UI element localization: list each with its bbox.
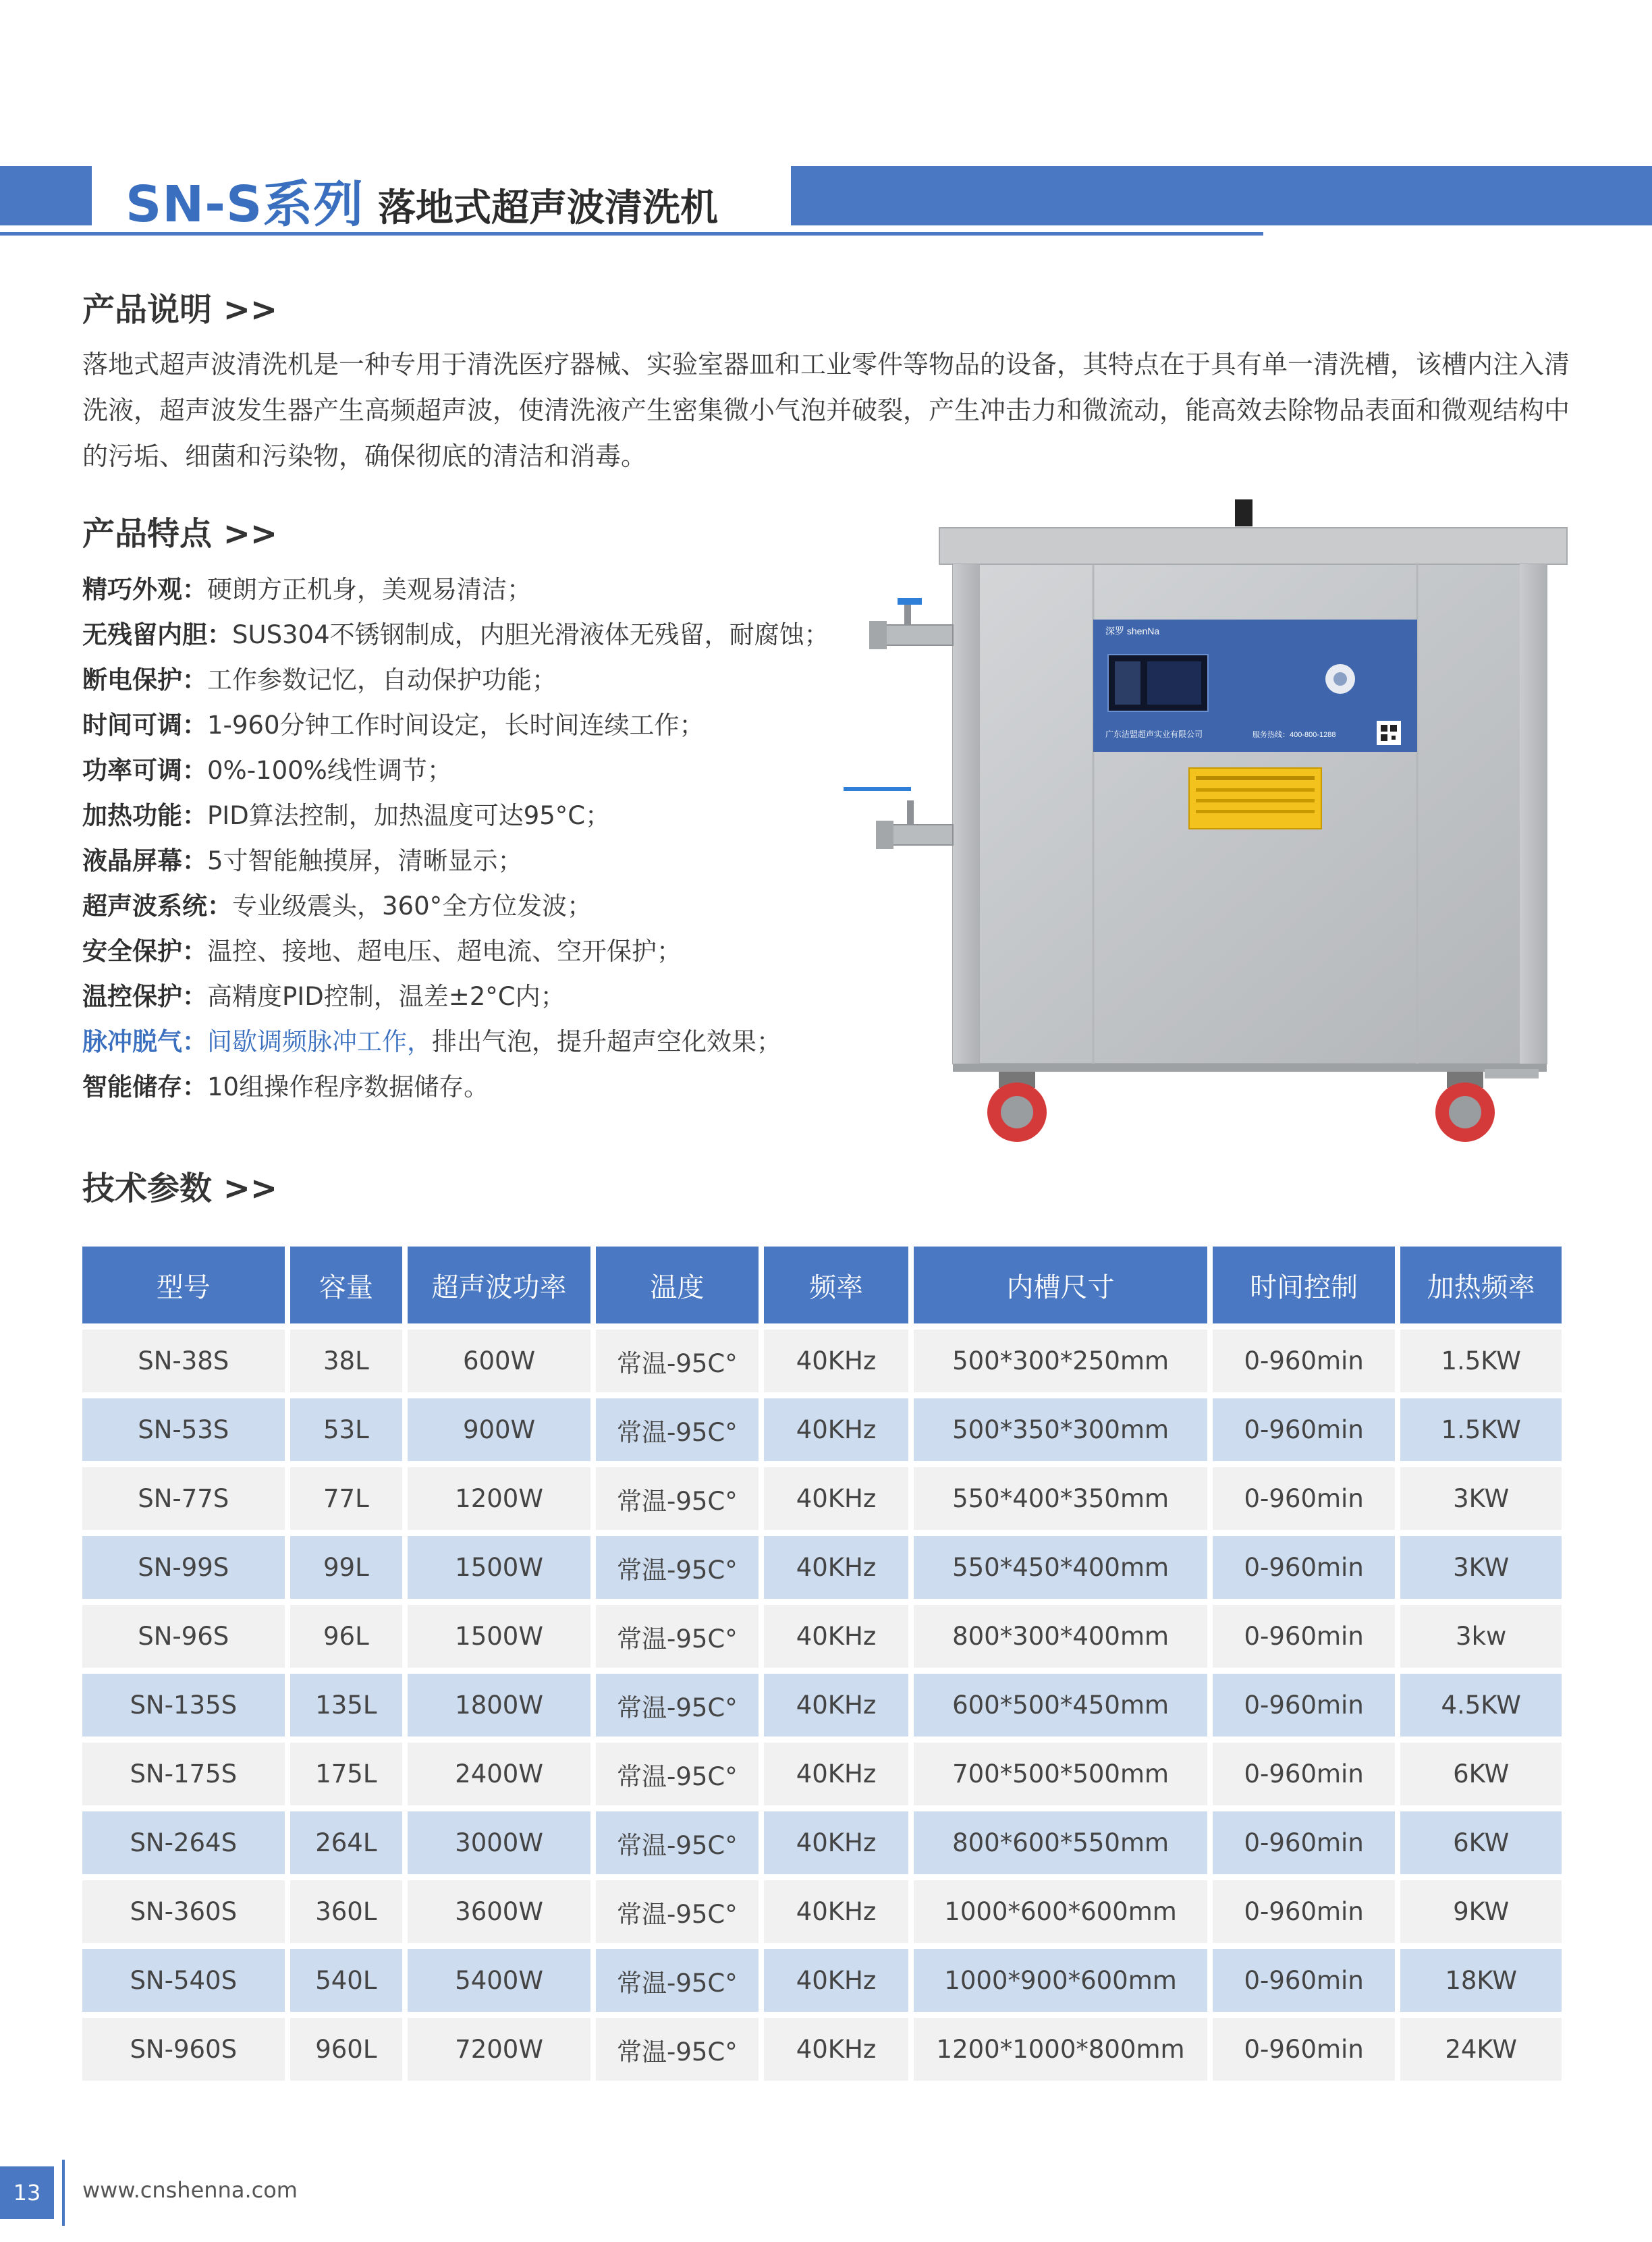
table-cell: 9KW — [1400, 1880, 1562, 1943]
feature-item-highlight: 脉冲脱气：间歇调频脉冲工作，排出气泡，提升超声空化效果； — [82, 1027, 781, 1056]
feature-list — [82, 567, 879, 1110]
table-row — [82, 1811, 1562, 1874]
table-cell: 500*300*250mm — [914, 1330, 1207, 1392]
table-cell: 0-960min — [1213, 1398, 1395, 1461]
table-cell: 常温-95C° — [596, 1467, 759, 1530]
table-cell: 1800W — [408, 1674, 590, 1737]
table-row — [82, 1536, 1562, 1599]
table-cell: 77L — [290, 1467, 403, 1530]
table-row — [82, 1467, 1562, 1530]
table-cell: 常温-95C° — [596, 1743, 759, 1805]
table-cell: 40KHz — [764, 1536, 908, 1599]
feature-item: 温控保护：高精度PID控制，温差±2°C内； — [82, 982, 566, 1011]
table-cell: 3kw — [1400, 1605, 1562, 1668]
table-cell: 40KHz — [764, 1398, 908, 1461]
table-cell: 960L — [290, 2018, 403, 2081]
table-cell: 4.5KW — [1400, 1674, 1562, 1737]
table-cell: 常温-95C° — [596, 1949, 759, 2012]
table-row — [82, 1674, 1562, 1737]
table-cell: 135L — [290, 1674, 403, 1737]
feature-item: 安全保护：温控、接地、超电压、超电流、空开保护； — [82, 937, 682, 966]
table-cell: 360L — [290, 1880, 403, 1943]
table-cell: 3KW — [1400, 1536, 1562, 1599]
table-cell: 常温-95C° — [596, 1398, 759, 1461]
table-cell: 0-960min — [1213, 1330, 1395, 1392]
table-cell: 7200W — [408, 2018, 590, 2081]
column-header: 加热频率 — [1400, 1247, 1562, 1323]
table-cell: 0-960min — [1213, 1674, 1395, 1737]
top-knob — [1235, 499, 1252, 526]
table-cell: SN-135S — [82, 1674, 285, 1737]
table-cell: 40KHz — [764, 2018, 908, 2081]
table-cell: 40KHz — [764, 1605, 908, 1668]
specs-heading: 技术参数 >> — [82, 1170, 278, 1207]
table-cell: SN-77S — [82, 1467, 285, 1530]
table-cell: 0-960min — [1213, 1605, 1395, 1668]
table-cell: 600W — [408, 1330, 590, 1392]
qr-code-icon — [1377, 721, 1401, 745]
website-link: www.cnshenna.com — [82, 2177, 298, 2203]
table-cell: SN-96S — [82, 1605, 285, 1668]
column-header: 超声波功率 — [408, 1247, 590, 1323]
panel-brand: 深罗 shenNa — [1105, 626, 1160, 636]
table-cell: 600*500*450mm — [914, 1674, 1207, 1737]
table-cell: 700*500*500mm — [914, 1743, 1207, 1805]
column-header: 型号 — [82, 1247, 285, 1323]
feature-item: 精巧外观：硬朗方正机身，美观易清洁； — [82, 575, 532, 604]
table-row — [82, 1743, 1562, 1805]
table-row — [82, 1880, 1562, 1943]
table-row — [82, 1949, 1562, 2012]
table-cell: 96L — [290, 1605, 403, 1668]
table-cell: 3000W — [408, 1811, 590, 1874]
table-cell: 1500W — [408, 1536, 590, 1599]
table-cell: SN-53S — [82, 1398, 285, 1461]
table-cell: SN-264S — [82, 1811, 285, 1874]
table-cell: 175L — [290, 1743, 403, 1805]
table-cell: 常温-95C° — [596, 1674, 759, 1737]
table-cell: 0-960min — [1213, 1880, 1395, 1943]
table-cell: 18KW — [1400, 1949, 1562, 2012]
table-cell: 常温-95C° — [596, 1605, 759, 1668]
table-cell: 38L — [290, 1330, 403, 1392]
feature-item: 功率可调：0%-100%线性调节； — [82, 756, 452, 785]
table-cell: 6KW — [1400, 1811, 1562, 1874]
table-cell: 40KHz — [764, 1949, 908, 2012]
panel-hotline: 服务热线：400-800-1288 — [1252, 731, 1336, 739]
table-cell: SN-99S — [82, 1536, 285, 1599]
table-row — [82, 1330, 1562, 1392]
table-cell: 1500W — [408, 1605, 590, 1668]
table-cell: 900W — [408, 1398, 590, 1461]
table-cell: 540L — [290, 1949, 403, 2012]
table-cell: 3600W — [408, 1880, 590, 1943]
feature-item: 超声波系统：专业级震头，360°全方位发波； — [82, 892, 593, 921]
table-cell: 常温-95C° — [596, 1811, 759, 1874]
table-cell: 常温-95C° — [596, 2018, 759, 2081]
feature-item: 智能储存：10组操作程序数据储存。 — [82, 1072, 489, 1101]
table-cell: 0-960min — [1213, 1811, 1395, 1874]
table-cell: SN-540S — [82, 1949, 285, 2012]
feature-item: 液晶屏幕：5寸智能触摸屏，清晰显示； — [82, 846, 523, 875]
table-cell: 1.5KW — [1400, 1330, 1562, 1392]
header-band-right — [791, 166, 1652, 225]
table-cell: 500*350*300mm — [914, 1398, 1207, 1461]
table-header-row — [82, 1247, 1562, 1323]
product-subtitle: 落地式超声波清洗机 — [378, 186, 718, 230]
table-cell: 1.5KW — [1400, 1398, 1562, 1461]
description-text: 落地式超声波清洗机是一种专用于清洗医疗器械、实验室器皿和工业零件等物品的设备，其特点在于具有单一清洗槽，该槽内注入清洗液，超声波发生器产生高频超声波，使清洗液产生密集微小气泡并破裂，产生冲击力和微流动，能高效去除物品表面和微观结构中的污垢、细菌和污染物，确保彻底的清洁和消毒。 — [82, 350, 1570, 471]
table-cell: 40KHz — [764, 1880, 908, 1943]
table-cell: 0-960min — [1213, 1536, 1395, 1599]
table-row — [82, 1605, 1562, 1668]
table-cell: SN-960S — [82, 2018, 285, 2081]
table-cell: 5400W — [408, 1949, 590, 2012]
table-cell: 0-960min — [1213, 2018, 1395, 2081]
table-row — [82, 1398, 1562, 1461]
table-cell: 800*300*400mm — [914, 1605, 1207, 1668]
table-cell: 常温-95C° — [596, 1880, 759, 1943]
table-cell: 550*450*400mm — [914, 1536, 1207, 1599]
table-cell: 40KHz — [764, 1467, 908, 1530]
table-cell: 0-960min — [1213, 1467, 1395, 1530]
column-header: 容量 — [290, 1247, 403, 1323]
table-row — [82, 2018, 1562, 2081]
table-cell: 3KW — [1400, 1467, 1562, 1530]
feature-item: 加热功能：PID算法控制，加热温度可达95°C； — [82, 801, 611, 830]
feature-item: 断电保护：工作参数记忆，自动保护功能； — [82, 665, 557, 694]
table-cell: 40KHz — [764, 1330, 908, 1392]
features-heading: 产品特点 >> — [82, 515, 278, 553]
feature-item: 无残留内胆：SUS304不锈钢制成，内胆光滑液体无残留，耐腐蚀； — [82, 620, 829, 649]
table-cell: 264L — [290, 1811, 403, 1874]
footer-divider — [62, 2160, 65, 2226]
table-cell: 99L — [290, 1536, 403, 1599]
header-band-left — [0, 166, 92, 225]
table-cell: 0-960min — [1213, 1743, 1395, 1805]
table-cell: 40KHz — [764, 1811, 908, 1874]
table-cell: 24KW — [1400, 2018, 1562, 2081]
table-cell: 1000*600*600mm — [914, 1880, 1207, 1943]
table-cell: 550*400*350mm — [914, 1467, 1207, 1530]
page-number: 13 — [0, 2166, 54, 2219]
column-header: 温度 — [596, 1247, 759, 1323]
table-cell: 1200W — [408, 1467, 590, 1530]
table-cell: SN-360S — [82, 1880, 285, 1943]
column-header: 时间控制 — [1213, 1247, 1395, 1323]
column-header: 频率 — [764, 1247, 908, 1323]
inlet-valve — [877, 625, 953, 645]
table-cell: 6KW — [1400, 1743, 1562, 1805]
ultrasonic-cleaner-image — [837, 499, 1579, 1147]
column-header: 内槽尺寸 — [914, 1247, 1207, 1323]
spec-table — [77, 1240, 1567, 2087]
table-cell: 1000*900*600mm — [914, 1949, 1207, 2012]
description-heading: 产品说明 >> — [82, 291, 278, 329]
table-cell: 40KHz — [764, 1674, 908, 1737]
table-cell: 40KHz — [764, 1743, 908, 1805]
table-cell: 800*600*550mm — [914, 1811, 1207, 1874]
table-cell: SN-175S — [82, 1743, 285, 1805]
table-cell: 常温-95C° — [596, 1536, 759, 1599]
panel-company: 广东洁盟超声实业有限公司 — [1105, 730, 1203, 739]
table-cell: 1200*1000*800mm — [914, 2018, 1207, 2081]
table-cell: 常温-95C° — [596, 1330, 759, 1392]
table-cell: SN-38S — [82, 1330, 285, 1392]
drain-valve — [884, 825, 953, 845]
table-cell: 2400W — [408, 1743, 590, 1805]
table-cell: 53L — [290, 1398, 403, 1461]
series-title: SN-S系列 — [126, 175, 364, 234]
feature-item: 时间可调：1-960分钟工作时间设定，长时间连续工作； — [82, 711, 705, 740]
table-cell: 0-960min — [1213, 1949, 1395, 2012]
